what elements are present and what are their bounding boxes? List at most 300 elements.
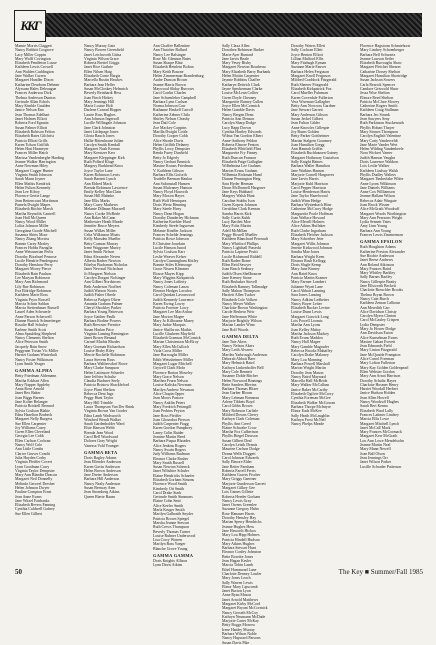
- member-name: Anne Newman Hiley: [15, 164, 49, 169]
- member-name: Elizabeth Ritchie Marsh: [15, 207, 53, 212]
- member-name: Georgiana Goode Mitchell: [15, 228, 57, 233]
- member-name: Kathleen Zeman Calhoun: [360, 301, 400, 306]
- member-name: Karen Tolson Griffith: [15, 142, 49, 147]
- member-name: Alice Jenkins Rogers: [153, 443, 187, 448]
- member-name: Mary Lindsey Schoenberger: [360, 48, 405, 53]
- member-name: Lucile Richmond Riddell: [222, 254, 262, 259]
- member-name: Elizabeth Burroughs Shaw: [360, 61, 402, 66]
- member-name: Joan Kelley Mabry: [291, 327, 321, 332]
- member-name: Thelma Anderson Dunton: [15, 95, 56, 100]
- member-name: Lucille Willingale Johnson: [84, 121, 126, 126]
- member-name: Sally Barnes Bartley: [360, 275, 393, 280]
- member-name: Joan Wallace Howard: [291, 215, 325, 220]
- member-name: Joy Williams Casey: [15, 425, 46, 430]
- member-name: Jane Stewart Garrett: [291, 108, 323, 113]
- member-name: Doris Knights Allison: [153, 559, 188, 564]
- member-name: Marjorie Cornell Hargraves: [291, 172, 335, 177]
- member-name: Vanessa Vold Younger: [84, 443, 119, 448]
- member-name: Barbara Ellis Goforth: [153, 172, 187, 177]
- member-name: Jean Dail Cole: [153, 121, 176, 126]
- member-name: Margaret Kleppinger Kirk: [84, 155, 125, 160]
- member-name: Nancy Lewis Gray: [222, 498, 252, 503]
- member-name: Helen Norwood Binnings: [222, 378, 262, 383]
- member-name: Jane Keeney Stone: [222, 276, 252, 281]
- member-name: Joy Burns Golden: [291, 129, 320, 134]
- member-name: Trudelle Beeman Hanlon: [153, 177, 193, 182]
- member-name: Alice Merrill Holmes: [291, 220, 325, 225]
- member-name: Nancy Bergen Dean: [222, 112, 254, 117]
- member-name: Barbara Bodine Powers: [84, 319, 121, 323]
- member-name: Virginia Pryor Rossell: [15, 297, 50, 302]
- member-name: Susan Davis Pike: [222, 640, 250, 645]
- member-name: Bette Bowdre Jones: [222, 554, 254, 559]
- member-name: Elizabeth Fletcher Jackson: [291, 233, 333, 238]
- member-name: Helen Johnson Dwyer: [15, 485, 50, 490]
- member-name: Karen Ewing Lowry: [153, 301, 185, 306]
- member-name: Eleanor Rush Kellogg: [291, 258, 326, 263]
- member-name: Jane Jeffries Schultz: [84, 374, 116, 379]
- member-name: Margery Walsh Hunt: [222, 194, 255, 199]
- member-name: Beverly Thomas Turner: [153, 529, 191, 534]
- member-name: Alberta Barber Newton: [84, 258, 121, 263]
- member-name: Barbara Wilson Noble: [222, 632, 257, 637]
- member-name: Helen Griffith Delaney: [153, 142, 190, 147]
- member-name: Lacy Miller Coppin: [15, 52, 46, 57]
- member-name: Charlotte Brown Washington: [222, 306, 268, 311]
- member-name: Jane Jarvis Harris: [291, 177, 319, 182]
- member-name: Jeanne Martin Neal: [360, 443, 391, 448]
- member-name: Joan Biggs Barnes: [15, 395, 44, 400]
- member-name: Lynn Davis Atkins: [153, 563, 183, 568]
- member-name: Patricia Brown Spiegel: [153, 516, 190, 521]
- member-name: Blanche Grove Young: [153, 546, 188, 551]
- member-name: Patricia Martin Kramer: [291, 276, 328, 281]
- member-name: Ann Gilbert Nordstrom: [84, 280, 121, 285]
- member-name: Elizabeth Ogilvie McCrory: [291, 392, 334, 397]
- member-name: Ann Little Combs: [15, 447, 44, 452]
- member-name: Mathessier Heath Meade: [84, 220, 123, 225]
- member-name: Marian Christenson McElroy: [153, 340, 199, 345]
- member-name: Rebecca Brooks Mahaffey: [291, 349, 333, 354]
- member-name: Carol Pepper Harrison: [291, 185, 327, 190]
- member-name: Amanda Graham Palmer: [84, 301, 123, 306]
- member-name: Nancy Meyer Walker: [222, 301, 256, 306]
- member-name: Carolyn Leisik Dennis: [222, 443, 258, 448]
- member-name: Candace Griswold Shaw: [360, 86, 399, 91]
- member-name: Ruth Sheerer Fitzgerald: [291, 82, 329, 87]
- member-name: Jane Witzel Fairbanks: [15, 498, 50, 503]
- member-name: Kathleen Lindsay Walsh: [360, 168, 399, 173]
- member-name: Sue Ritchie Anderson: [360, 253, 394, 258]
- member-name: Sally Warren Lewis: [222, 580, 253, 585]
- member-name: Margaret Nash Kernan: [84, 147, 120, 152]
- member-name: Martha Eckhart Allen: [15, 378, 49, 383]
- member-name: Grywell Clark Mohr: [153, 366, 185, 371]
- member-name: Marcia Tobin Lamb: [222, 563, 253, 568]
- member-name: Jessa Wise Shelton: [360, 91, 390, 96]
- member-name: Louise Bixby Riley: [84, 349, 115, 354]
- member-name: Kelly Marsden Mueller: [84, 237, 121, 242]
- member-name: Alice McGrath Woodruff: [360, 207, 400, 212]
- member-name: Susan Newton Schenck: [153, 465, 190, 470]
- member-name: Ethelyn Buchanan Nicholas: [84, 263, 128, 268]
- member-name: Joyce Ellen McCormick: [222, 104, 260, 109]
- member-name: Alma Spaulding Shepherd: [15, 331, 57, 336]
- member-name: Marie Louise Holt: [84, 104, 113, 109]
- member-name: Catherine Rogers Smith: [360, 104, 398, 109]
- member-name: Vera Wiseman Gallagher: [291, 99, 330, 104]
- member-name: Louise Rubner Underwood: [153, 533, 196, 538]
- member-name: Margaret Morey Pierce: [15, 267, 52, 272]
- member-name: Mary Jo Kilbourne Masey: [153, 319, 194, 323]
- member-name: Judith Hanson Vaughn: [360, 155, 396, 160]
- member-name: Margaret Neil Donnelly: [15, 477, 53, 482]
- member-name: Mary Napper Appleby: [15, 382, 51, 387]
- member-name: Julianne Wyatt Lane: [291, 284, 323, 289]
- member-name: Marthea Fearn Nelson: [153, 379, 188, 384]
- member-name: Jane Daniels Williams: [360, 185, 395, 190]
- member-name: Thelma Bryan Brown: [360, 292, 394, 297]
- member-name: Anne Knowles Gillespie: [291, 125, 330, 130]
- member-name: Charlotte Breuchler Brooks: [360, 288, 404, 293]
- member-name: Dorothy Dunderley Hickman: [153, 215, 199, 220]
- member-name: Anna Rose Arnold: [15, 387, 44, 392]
- member-name: Marcia Ellis Lowe: [360, 417, 389, 422]
- member-name: Kimberly Steele Ingwesen: [153, 224, 195, 229]
- member-name: Mary Hill Trimble: [84, 400, 113, 405]
- member-name: Nancy Bobbitt Cosgrove: [15, 48, 54, 53]
- member-name: Carol Gibbs Brown: [222, 404, 253, 409]
- member-name: Katharyn Deitrich Clark: [222, 82, 260, 87]
- member-name: Florence Barton Moseley: [153, 370, 193, 375]
- member-name: Helen Lattimore Schaefer: [84, 370, 125, 375]
- member-name: Elinor Mary Lipscomb: [222, 584, 258, 589]
- member-name: V. Kathleen Gibson: [153, 168, 184, 173]
- member-name: Nancy Coleman Lanza: [153, 284, 189, 289]
- member-name: Judith Watson Norris: [84, 288, 117, 293]
- member-name: Caroline Stubbs Ison: [222, 198, 255, 203]
- member-name: Winifred Wendt Walker: [84, 417, 121, 422]
- member-name: Lolita Johnson Miller: [15, 224, 49, 229]
- member-name: Alice Davidson Christy: [360, 309, 397, 314]
- member-name: Florence Gertie Lange: [15, 194, 50, 199]
- member-name: Audre Duncan Brown: [153, 78, 188, 83]
- member-name: Virginia Smith Johnson: [15, 172, 52, 177]
- member-name: Margaret Willis Johnson: [291, 241, 330, 246]
- member-name: Susan Jackson Sowers: [360, 78, 396, 83]
- member-name: Marian Stalgren Gourmey: [291, 138, 332, 143]
- member-name: Rose Hanauer Harris: [222, 511, 255, 516]
- member-name: Sarah Barnett Lynch: [84, 177, 116, 182]
- roster-column: [153, 44, 216, 568]
- member-name: Melinda Gerovel Dresher: [15, 481, 55, 486]
- member-name: Elaine Hendricks Schaefer: [153, 473, 195, 478]
- member-name: Bette Sanders Blevins: [222, 382, 257, 387]
- chapter-heading: GAMMA DELTA: [222, 333, 259, 339]
- member-name: Carolyn Myers Clinton: [360, 314, 397, 319]
- member-name: Nancy Clements Shelton: [15, 336, 54, 341]
- member-name: Marguerite Poole Hoffman: [291, 211, 333, 216]
- member-name: Alice Atkins Huffaker: [291, 224, 326, 229]
- roster-column: [222, 44, 285, 645]
- member-name: Arlene Tibbets Boyd: [222, 400, 255, 405]
- member-name: Jeanne Harris Brown: [153, 82, 186, 87]
- member-name: Susan Palmer Elliott: [15, 125, 47, 130]
- member-name: Elizabeth Ward Lally: [360, 408, 394, 413]
- member-name: Marcella Rustin Hawkes: [84, 78, 123, 83]
- member-name: Jane Morton Magee: [153, 314, 185, 319]
- member-name: Margaret Lugar Mitchell: [153, 361, 192, 366]
- member-name: Mamie Morris Claggett: [15, 44, 52, 48]
- member-name: Nancy Gillespie Beatty: [360, 279, 397, 284]
- member-name: Mary Jennings Hill: [84, 99, 115, 104]
- member-name: Catharine Dorsey Shelton: [360, 69, 401, 74]
- member-name: Barbara Lynn Carlson: [153, 99, 188, 104]
- member-name: Janet McCall Mack: [360, 425, 391, 430]
- member-name: Nancy Boyer Leiter: [291, 301, 322, 306]
- member-name: Barbara Waller Hamilton: [291, 164, 331, 169]
- member-name: Leslie Weaver Kelser: [153, 254, 187, 259]
- member-name: Lucille Schrader Patterson: [360, 464, 402, 469]
- member-name: Barbara Young Patterson: [84, 310, 123, 315]
- member-name: Lynn Smith Yeager: [15, 361, 45, 366]
- member-name: Mary Lofton Fullerton: [360, 361, 396, 366]
- member-name: Carol Conlin Charles: [153, 91, 187, 96]
- member-name: Patricia McClure Slowey: [360, 99, 400, 104]
- member-name: Maywood Sliday Burrows: [153, 86, 195, 91]
- member-name: Dolores Gray Wright: [84, 439, 117, 444]
- member-name: Helen Wilding Vandenbeele: [360, 147, 404, 152]
- member-name: Ruth Brubaker Stovell: [222, 280, 258, 285]
- member-name: Elizabeth Conte Hargis: [84, 74, 121, 79]
- member-name: Karen Gavin Anderson: [84, 464, 120, 469]
- member-name: Margaret Hathaway Gustafson: [291, 155, 339, 160]
- member-name: Phyllis Biegel Dawson: [222, 434, 258, 439]
- member-name: Patricia Elliott Grills: [15, 138, 48, 143]
- member-name: Mary Kreutzer Kerr: [84, 151, 116, 156]
- member-name: Sarah Mann Joyner: [15, 177, 46, 182]
- member-name: Margaret Bryant McCormick: [222, 606, 268, 611]
- member-name: Donna Wells Doggett: [222, 451, 256, 456]
- member-name: Mary Smith Russell: [153, 460, 185, 465]
- member-name: Eva Eldridge Robinson: [15, 288, 52, 293]
- member-name: Mary Griggs Gaertner: [222, 477, 257, 482]
- member-name: Peggy Howell Mueller: [222, 233, 258, 238]
- member-name: Marian Sperry Hendricks: [222, 520, 262, 525]
- member-name: Jane Ellsworth Beckett: [360, 284, 396, 289]
- member-name: Julia Hayden Corby: [15, 455, 47, 460]
- chapter-heading: GAMMA EPSILON: [360, 239, 403, 245]
- member-name: Jean Jennings Orr: [360, 455, 388, 460]
- member-name: Mary Atkins Hughes: [222, 541, 255, 546]
- member-name: Nancy Jones Lafferty: [153, 280, 187, 285]
- member-name: Nancy Bowen Greenfield: [84, 48, 124, 53]
- member-name: Nancy Cain Burch: [360, 296, 389, 301]
- member-name: Ruth Wolf Henriquez: [153, 198, 187, 203]
- member-name: Nancy Wolf Cole: [15, 443, 43, 448]
- member-name: Karen Gordon Pumphrey: [153, 426, 193, 431]
- member-name: Margaret Mitchell Lynch: [360, 421, 400, 426]
- member-name: Maxine Gahan Everett: [360, 339, 396, 344]
- member-name: Carolyn Sharp Dodge: [222, 121, 256, 126]
- member-name: Jane Haworth Hickox: [222, 528, 256, 533]
- member-name: Mary Ann Blandin Deacon: [15, 473, 58, 478]
- member-name: Sara Jones Lansing: [291, 293, 322, 298]
- member-name: Alice Chapin Opper: [153, 392, 185, 397]
- member-name: Helen Gamble Davis: [222, 108, 255, 113]
- member-name: Janet Wiltshire Schuler: [153, 469, 190, 474]
- member-name: Suzanne Marie Fauver: [291, 65, 327, 70]
- member-name: Joan Gloseabot Pierson: [153, 417, 190, 422]
- member-name: Laney Colin Raider: [153, 430, 184, 435]
- member-name: Patricia Ann Denson: [222, 117, 255, 122]
- member-name: Jean Edmonds Field: [360, 344, 392, 349]
- member-name: Wilma Van Gordon Elbert: [222, 134, 263, 139]
- member-name: Rebecca Adair Wingate: [360, 198, 397, 203]
- member-name: Jean Ellender Anderson: [84, 460, 121, 465]
- member-name: Barbara Hill Anderson: [84, 477, 120, 482]
- member-name: Mary Leith Alvarez: [222, 348, 253, 353]
- member-name: Jane Rolf Woods: [222, 327, 249, 332]
- member-name: Amy Linn Young: [360, 224, 388, 229]
- member-name: Renda Furey Dunfield: [153, 151, 188, 156]
- member-name: Joan Beach Seabury: [222, 267, 254, 272]
- member-name: Hallie Rittenhouse Julian: [84, 138, 124, 143]
- member-name: Jane Jarvis Beale: [222, 56, 249, 61]
- member-name: Margaret Garwick Long: [291, 314, 329, 319]
- member-name: Lou Ann Lowe Mendelsohn: [360, 438, 404, 443]
- member-name: Irene Waggoner Murtry: [84, 245, 121, 250]
- member-name: Ruthanne Haskell Carroll: [153, 108, 193, 113]
- member-name: Martha Reynolds Cantrell: [15, 211, 56, 216]
- member-name: Ellen Nilsen Haig: [84, 69, 112, 74]
- member-name: Carol Abbott Lanning: [291, 288, 326, 293]
- member-name: Mary Linton Fitzgerald: [360, 348, 397, 353]
- member-name: Betty Ann Norcross Gardner: [291, 104, 336, 109]
- member-name: Laurel Aden Scheuerle: [15, 310, 51, 315]
- member-name: Ann Meredith Carr: [360, 305, 390, 310]
- member-name: Barbara Wyttenbach Hine: [291, 202, 332, 207]
- member-name: Brenda Robinson Lawrence: [84, 185, 128, 190]
- member-name: Mary Mann Newell: [360, 447, 391, 452]
- member-name: Susan Wilkes Miller: [84, 228, 116, 233]
- member-name: Wilhemia Rickman Hand: [222, 172, 262, 177]
- member-name: Judy Williams Rudman: [153, 452, 190, 457]
- member-name: Darlene Conrad Hopper: [84, 108, 122, 113]
- member-name: Gertrude Allan Echols: [15, 99, 50, 104]
- member-name: Mary Jo Hower Dodge: [360, 327, 396, 331]
- member-name: Marissa Vandenberghe Harding: [15, 155, 65, 160]
- member-name: Barbara Thomas Blixer: [222, 387, 259, 392]
- member-name: Karen Coverdale Fullerton: [291, 95, 333, 100]
- member-name: Jenette Kirkwood Johnson: [291, 245, 333, 250]
- member-name: Frances Latimer Lindsey: [360, 412, 399, 417]
- member-name: Mary Robeson Carlisle: [222, 408, 259, 413]
- member-name: Mary Walker McCallum: [291, 383, 330, 388]
- member-name: Mary Jane Kinney: [291, 267, 320, 272]
- member-name: Zoe Mackey Coppins: [153, 125, 187, 130]
- member-name: Barbara Walthersdorf Rowe: [84, 361, 128, 366]
- member-name: Helen Zimmerman Brandenburg: [153, 74, 204, 79]
- member-name: Queen Bierie Baum: [84, 494, 115, 499]
- member-name: Pauline Compton Ernst: [15, 490, 52, 495]
- member-name: Celia Wilkinson Moats: [84, 233, 120, 238]
- member-name: Mary Fitzhugh Eyman: [291, 61, 327, 66]
- member-name: Bonnie Stiles Kleinsorge: [153, 263, 192, 268]
- member-name: Emily Kelley MacClain: [84, 190, 122, 195]
- member-name: Mary Wiggins Kirkpatrick: [153, 276, 195, 281]
- member-name: Judith Olsen Shellbourne: [222, 271, 262, 276]
- member-name: Marion Evans Graham: [222, 168, 258, 173]
- member-name: Phyllis Lowy Dempster: [153, 147, 190, 152]
- member-name: Norma Johnson Carr: [153, 104, 186, 109]
- member-name: Betty Boggs Morrow: [222, 623, 256, 628]
- member-name: Edna Lamb Wadsworth: [84, 413, 121, 418]
- member-name: Grace Nissen Klimmer: [153, 267, 189, 272]
- member-name: Jean Thomas Edelhart: [15, 112, 50, 117]
- member-name: Louise Dunn Lewis: [291, 310, 322, 315]
- member-name: Jane Burroughs Miller: [153, 353, 189, 358]
- member-name: Ellen Mathis Kendrick: [15, 181, 51, 186]
- member-name: Lois Powell Loomis: [291, 319, 323, 323]
- member-name: Lucile Hendrie Pendergrast: [15, 258, 58, 263]
- member-name: Mary Anderson Gibson: [291, 112, 328, 117]
- member-name: Nancy Cooke McBride: [84, 211, 121, 216]
- member-name: Ann Davidson Eaton: [360, 331, 393, 336]
- member-name: Mary Farmer Lambert: [291, 280, 326, 285]
- member-name: Mary Lehman Bonneau: [222, 395, 259, 400]
- member-name: Ann Hannah Griffin: [291, 147, 323, 152]
- member-name: Elinor Eads McKee: [291, 409, 322, 414]
- member-name: Marilyn Galbraith Snyder: [153, 512, 194, 517]
- member-name: Carol Bell Woodward: [84, 435, 118, 440]
- member-name: Nancy Phelps Meade: [291, 422, 325, 427]
- member-name: Catherine McCrory Hodge: [291, 207, 333, 212]
- member-name: Virginia Lansing Remington: [84, 331, 129, 336]
- member-name: Charlotte Hosmer Henry: [360, 382, 399, 387]
- member-name: Anne Weissnerian Perlis: [15, 250, 54, 255]
- member-name: Carmel Mathis Rhodes: [84, 340, 120, 345]
- member-name: Nancy Woodruff Hughes: [360, 400, 399, 405]
- member-name: Merrie Rochelle Robinson: [84, 353, 126, 358]
- member-name: Patricia Forester Lowy: [153, 306, 189, 311]
- member-name: Louise Kaliska Newman: [153, 383, 192, 388]
- member-name: Lois Gaines Gillette: [222, 490, 254, 495]
- member-name: Mary Lou Manning: [291, 357, 322, 362]
- member-name: Lucille Glasheen Mayfield: [153, 331, 195, 336]
- member-name: Ann Thatcher Ballard: [153, 48, 187, 53]
- member-name: Sally Curtis Kubb: [222, 215, 251, 220]
- member-name: Margaret Fletcher Shearer: [360, 65, 401, 70]
- member-name: Carolyn Dorgan Nofsinger: [84, 276, 126, 281]
- member-name: Susan Harlan Price: [84, 327, 114, 332]
- member-name: Lucile Hanson Junod: [153, 245, 187, 250]
- member-name: Margaret Cogger Hunter: [15, 168, 54, 173]
- member-name: Margaret Woods Worthington: [360, 211, 407, 216]
- member-name: Janet Holmes Elliott: [15, 117, 47, 122]
- member-name: Judith Carpenter Fiagg: [153, 422, 189, 427]
- member-name: Susan Mulvaney Hanson: [153, 185, 192, 190]
- member-name: Florence Hagstrom Schmiehorst: [360, 44, 411, 48]
- member-name: Kathryn Frost McNeil: [291, 417, 326, 422]
- member-name: Mildred Downs Cherry: [222, 412, 259, 417]
- member-name: Judith Kennedy Lawrence: [153, 297, 194, 302]
- member-name: Marilea Yarbrough Anderson: [222, 352, 268, 357]
- member-name: Joan Brock Wisner: [360, 202, 390, 207]
- member-name: Bonnie Carey Mosley: [15, 241, 50, 246]
- page-number: 50: [15, 568, 22, 576]
- member-name: Sue Ellen Carpenter: [15, 421, 47, 426]
